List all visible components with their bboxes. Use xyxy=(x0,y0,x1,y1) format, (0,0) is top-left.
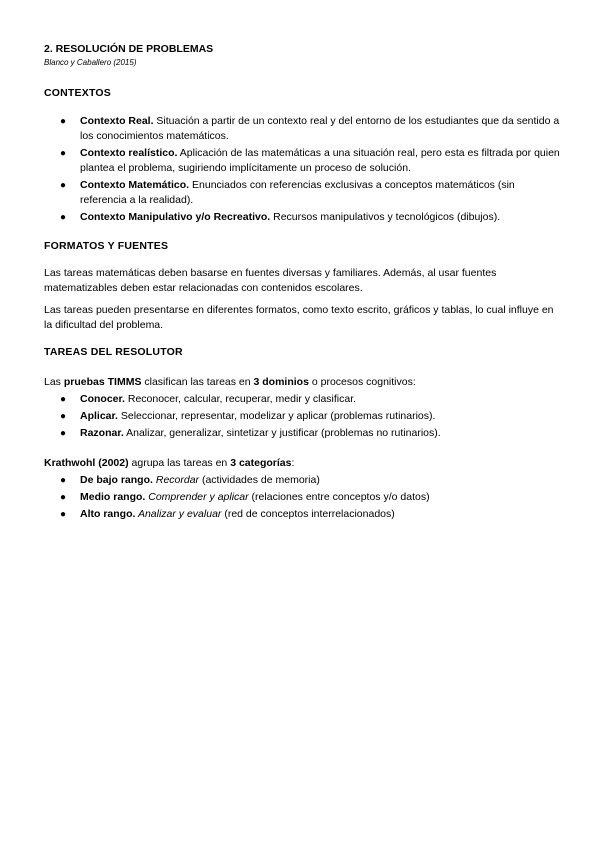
item-description: Analizar, generalizar, sintetizar y justificar (problemas no rutinarios). xyxy=(123,427,441,439)
item-description: (relaciones entre conceptos y/o datos) xyxy=(248,491,430,503)
krathwohl-list xyxy=(44,473,560,522)
item-description: Recursos manipulativos y tecnológicos (dibujos). xyxy=(270,211,501,223)
list-item xyxy=(44,178,560,208)
item-italic: Comprender y aplicar xyxy=(145,491,249,503)
contextos-list xyxy=(44,114,560,225)
bullet-icon: ● xyxy=(60,116,67,127)
intro-text: o procesos cognitivos: xyxy=(308,376,416,388)
bullet-icon: ● xyxy=(60,492,67,503)
bullet-icon: ● xyxy=(60,475,67,486)
item-italic: Analizar y evaluar xyxy=(135,508,222,520)
intro-bold: 3 dominios xyxy=(253,376,309,388)
section-heading-contextos: CONTEXTOS xyxy=(44,87,111,99)
bullet-icon: ● xyxy=(60,509,67,520)
intro-bold: Krathwohl (2002) xyxy=(44,457,129,469)
list-item xyxy=(44,146,560,176)
bullet-icon: ● xyxy=(60,180,67,191)
list-item xyxy=(44,210,560,225)
paragraph: Las tareas pueden presentarse en diferentes formatos, como texto escrito, gráficos y tablas, lo cual influye en la dificultad del problema. xyxy=(44,304,554,331)
list-item xyxy=(44,114,560,144)
item-term: De bajo rango. xyxy=(80,474,153,486)
page-subtitle: Blanco y Caballero (2015) xyxy=(44,58,137,67)
item-description: (red de conceptos interrelacionados) xyxy=(221,508,395,520)
item-italic: Recordar xyxy=(152,474,200,486)
intro-bold: 3 categorías xyxy=(230,457,292,469)
timms-list xyxy=(44,392,560,441)
timms-intro xyxy=(44,375,560,390)
page-title: 2. RESOLUCIÓN DE PROBLEMAS xyxy=(44,43,214,55)
intro-bold: pruebas TIMMS xyxy=(63,376,142,388)
intro-text: : xyxy=(291,457,295,469)
section-heading-formatos: FORMATOS Y FUENTES xyxy=(44,240,169,252)
list-item xyxy=(44,507,560,522)
item-description: Seleccionar, representar, modelizar y aplicar (problemas rutinarios). xyxy=(117,410,436,422)
item-description: (actividades de memoria) xyxy=(199,474,320,486)
item-term: Alto rango. xyxy=(80,508,136,520)
paragraph: Las tareas matemáticas deben basarse en fuentes diversas y familiares. Además, al usar fuentes matematizables deben estar relacionadas con contenidos escolares. xyxy=(44,267,497,294)
list-item xyxy=(44,426,560,441)
item-description: Enunciados con referencias exclusivas a conceptos matemáticos (sin referencia a la realidad). xyxy=(80,179,515,206)
intro-text: clasifican las tareas en xyxy=(141,376,254,388)
item-term: Contexto Matemático. xyxy=(80,179,190,191)
item-term: Aplicar. xyxy=(80,410,118,422)
item-term: Contexto realístico. xyxy=(80,147,178,159)
item-term: Medio rango. xyxy=(80,491,146,503)
item-term: Conocer. xyxy=(80,393,125,405)
bullet-icon: ● xyxy=(60,148,67,159)
item-description: Reconocer, calcular, recuperar, medir y clasificar. xyxy=(124,393,357,405)
bullet-icon: ● xyxy=(60,394,67,405)
bullet-icon: ● xyxy=(60,428,67,439)
krathwohl-intro xyxy=(44,456,560,471)
list-item xyxy=(44,409,560,424)
item-description: Situación a partir de un contexto real y del entorno de los estudiantes que da sentido a los conocimientos matemáticos. xyxy=(80,115,560,142)
list-item xyxy=(44,392,560,407)
item-term: Contexto Manipulativo y/o Recreativo. xyxy=(80,211,271,223)
list-item xyxy=(44,473,560,488)
item-description: Aplicación de las matemáticas a una situación real, pero esta es filtrada por quien plantea el problema, sugiriendo implícitamente un proceso de solución. xyxy=(80,147,560,174)
item-term: Contexto Real. xyxy=(80,115,154,127)
list-item xyxy=(44,490,560,505)
section-heading-tareas: TAREAS DEL RESOLUTOR xyxy=(44,346,183,358)
bullet-icon: ● xyxy=(60,411,67,422)
bullet-icon: ● xyxy=(60,212,67,223)
intro-text: Las xyxy=(44,376,64,388)
intro-text: agrupa las tareas en xyxy=(128,457,231,469)
item-term: Razonar. xyxy=(80,427,124,439)
